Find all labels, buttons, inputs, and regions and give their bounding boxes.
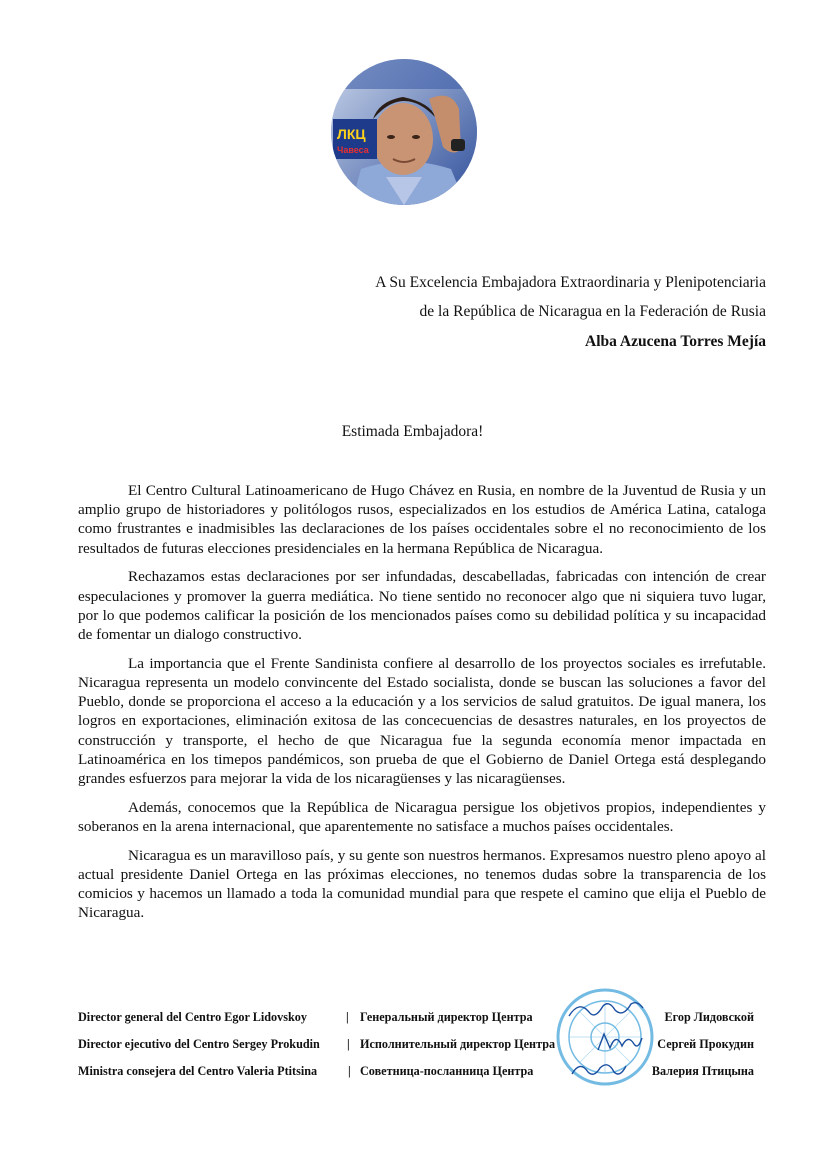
recipient-line-2: de la República de Nicaragua en la Federación de Rusia [419, 303, 766, 320]
signatory-ru-title: Генеральный директор Центра [360, 1010, 533, 1024]
paragraph: Rechazamos estas declaraciones por ser infundadas, descabelladas, fabricadas con intención de crear especulaciones y promover la guerra mediática. No tiene sentido no reconocer algo que ni siquiera tuvo lugar, por lo que podemos calificar la posición de los mencionados países como su debilidad política y su incapacidad de fomentar un dialogo constructivo. [78, 568, 766, 644]
signatory-row [78, 1010, 768, 1030]
signatory-ru-title: Советница-посланница Центра [360, 1064, 534, 1078]
signatory-ru-name: Егор Лидовской [664, 1010, 754, 1024]
paragraph: Nicaragua es un maravilloso país, y su gente son nuestros hermanos. Expresamos nuestro pleno apoyo al actual presidente Daniel Ortega en las próximas elecciones, no tenemos dudas sobre la transparencia de los comicios y hacemos un llamado a toda la comunidad mundial para que respete el camino que elija el Pueblo de Nicaragua. [78, 846, 766, 922]
signatory-divider: | [347, 1037, 350, 1051]
logo-text-main: ЛКЦ [337, 126, 366, 142]
logo-text-sub: Чавеса [337, 145, 369, 155]
salutation: Estimada Embajadora! [341, 423, 484, 440]
paragraph: Además, conocemos que la República de Nicaragua persigue los objetivos propios, independientes y soberanos en la arena internacional, que aparentemente no satisface a muchos países occidentales. [78, 798, 766, 836]
signatory-row [78, 1064, 768, 1084]
center-logo [331, 59, 477, 205]
signatory-divider: | [348, 1064, 351, 1078]
portrait-image [331, 59, 477, 205]
signatory-row [78, 1037, 768, 1057]
signatory-ru-title: Исполнительный директор Центра [360, 1037, 556, 1051]
letter-body [78, 481, 766, 932]
recipient-name: Alba Azucena Torres Mejía [585, 333, 766, 350]
signatory-es: Director ejecutivo del Centro Sergey Prokudin [78, 1037, 320, 1051]
recipient-line-1: A Su Excelencia Embajadora Extraordinaria y Plenipotenciaria [375, 274, 766, 291]
signatory-es: Ministra consejera del Centro Valeria Ptitsina [78, 1064, 318, 1078]
paragraph: La importancia que el Frente Sandinista confiere al desarrollo de los proyectos sociales es irrefutable. Nicaragua representa un modelo convincente del Estado socialista, donde se buscan las soluciones a favor del Pueblo, donde se proporciona el acceso a la educación y a los servicios de salud gratuitos. De igual manera, los logros en exportaciones, eliminación exitosa de las concecuencias de desastres naturales, en los proyectos de construcción y transporte, el hecho de que Nicaragua fue la segunda economía menor impactada en Latinoamérica en los timepos pandémicos, son prueba de que el Gobierno de Daniel Ortega está desplegando grandes esfuerzos para mejorar la vida de los nicaragüenses y las nicaragüenses. [78, 654, 766, 788]
paragraph: El Centro Cultural Latinoamericano de Hugo Chávez en Rusia, en nombre de la Juventud de Rusia y un amplio grupo de historiadores y politólogos rusos, especializados en los estudios de América Latina, cataloga como frustrantes e inadmisibles las declaraciones de los países occidentales sobre el no reconocimiento de los resultados de futuras elecciones presidenciales en la hermana República de Nicaragua. [78, 482, 766, 557]
signatory-es: Director general del Centro Egor Lidovskoy [78, 1010, 307, 1024]
signatory-ru-name: Сергей Прокудин [657, 1037, 754, 1051]
signatory-divider: | [346, 1010, 349, 1024]
signatory-ru-name: Валерия Птицына [651, 1064, 754, 1078]
